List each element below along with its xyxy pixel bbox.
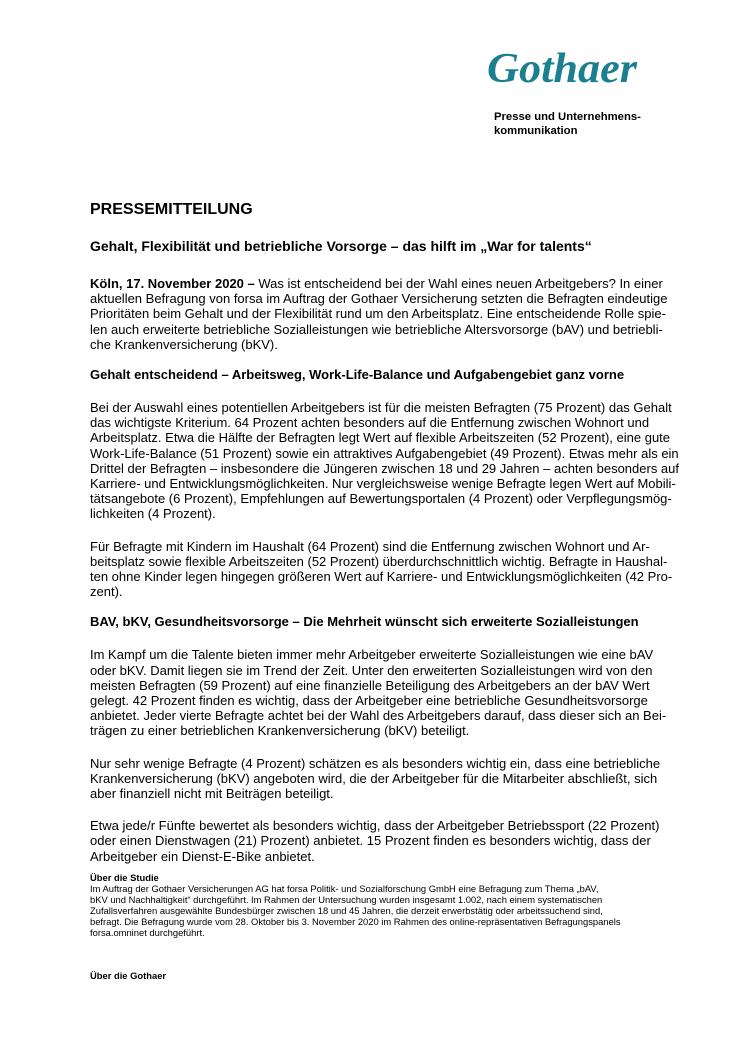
text-line: zent). — [90, 584, 123, 600]
text-line: ten ohne Kinder legen hingegen größeren Wert auf Karriere- und Entwicklungsmöglichkeiten (42 Pro- — [90, 569, 673, 585]
text-line: Arbeitgeber ein Dienst-E-Bike anbietet. — [90, 848, 315, 864]
text-line: Karriere- und Entwicklungsmöglichkeiten. Nur vergleichsweise wenige Befragte legen Wert auf Mobili- — [90, 476, 676, 492]
dept-line: kommunikation — [494, 125, 578, 137]
dept-line: Presse und Unternehmens- — [494, 111, 641, 123]
page-title: PRESSEMITTEILUNG — [90, 201, 253, 218]
text-line: aktuellen Befragung von forsa im Auftrag der Gothaer Versicherung setzten die Befragten eindeutige — [90, 291, 668, 307]
text-line: Im Kampf um die Talente bieten immer mehr Arbeitgeber erweiterte Sozialleistungen wie eine bAV — [90, 647, 654, 663]
text-line: beitsplatz sowie flexible Arbeitszeiten (52 Prozent) überdurchschnittlich wichtig. Befragte in Haushal- — [90, 553, 668, 569]
section2-paragraph-2 — [90, 755, 661, 802]
text-line: che Krankenversicherung (bKV). — [90, 336, 278, 352]
dateline: Köln, 17. November 2020 – — [90, 276, 255, 291]
text-line: Prioritäten beim Gehalt und der Flexibilität rund um den Arbeitsplatz. Eine entscheidende Rolle spie- — [90, 306, 666, 322]
text-line: oder einen Dienstwagen (21) Prozent) anbietet. 15 Prozent finden es besonders wichtig, dass der — [90, 833, 651, 849]
study-line: Zufallsverfahren ausgewählte Bundesbürger zwischen 18 und 45 Jahren, die derzeit erwerbstätig oder arbeitssuchend sind, — [90, 904, 603, 916]
text-line: Etwa jede/r Fünfte bewertet als besonders wichtig, dass der Arbeitgeber Betriebssport (22 Prozent) — [90, 818, 660, 834]
release-subtitle: Gehalt, Flexibilität und betriebliche Vorsorge – das hilft im „War for talents“ — [90, 238, 592, 254]
text-line: oder bKV. Damit liegen sie im Trend der Zeit. Unter den erweiterten Sozialleistungen wird von den — [90, 662, 653, 678]
text-line: anbietet. Jeder vierte Befragte achtet bei der Wahl des Arbeitgebers darauf, dass dieser sich an Bei- — [90, 708, 667, 724]
text-line: Arbeitsplatz. Etwa die Hälfte der Befragten legt Wert auf flexible Arbeitszeiten (52 Prozent), eine gute — [90, 430, 671, 446]
text-line: meisten Befragten (59 Prozent) auf eine finanzielle Beteiligung des Arbeitgebers an der bAV Wert — [90, 677, 650, 693]
gothaer-logo — [487, 42, 639, 94]
section-heading-1: Gehalt entscheidend – Arbeitsweg, Work-Life-Balance und Aufgabengebiet ganz vorne — [90, 367, 625, 383]
section1-paragraph-2 — [90, 538, 673, 600]
text-line: Krankenversicherung (bKV) angeboten wird, die der Arbeitgeber für die Mitarbeiter abschließt, sich — [90, 770, 658, 786]
text-line: len auch erweiterte betriebliche Sozialleistungen wie betriebliche Altersvorsorge (bAV) und betriebli- — [90, 321, 663, 337]
text-line: das wichtigste Kriterium. 64 Prozent achten besonders auf die Entfernung zwischen Wohnort und — [90, 415, 650, 431]
about-gothaer-title: Über die Gothaer — [90, 970, 167, 981]
intro-paragraph — [90, 276, 668, 352]
press-release-body — [90, 200, 679, 864]
text-line: gelegt. 42 Prozent finden es wichtig, dass der Arbeitgeber eine betriebliche Gesundheitsvorsorge — [90, 693, 648, 709]
text-line: Bei der Auswahl eines potentiellen Arbeitgebers ist für die meisten Befragten (75 Prozent) das Gehalt — [90, 400, 672, 416]
study-note — [90, 873, 655, 938]
text-line: trägen zu einer betrieblichen Krankenversicherung (bKV) beteiligt. — [90, 723, 470, 739]
study-line: bKV und Nachhaltigkeit“ durchgeführt. Im Rahmen der Untersuchung wurden insgesamt 1.002, nach einem systematischen — [90, 893, 603, 905]
study-line: Im Auftrag der Gothaer Versicherungen AG hat forsa Politik- und Sozialforschung GmbH eine Befragung zum Thema „bAV, — [90, 882, 599, 894]
text-line: Nur sehr wenige Befragte (4 Prozent) schätzen es als besonders wichtig ein, dass eine betriebliche — [90, 755, 661, 771]
logo-text: Gothaer — [487, 46, 638, 92]
text-line: Was ist entscheidend bei der Wahl eines neuen Arbeitgebers? In einer — [254, 276, 663, 291]
text-line: Für Befragte mit Kindern im Haushalt (64 Prozent) sind die Entfernung zwischen Wohnort und Ar- — [90, 538, 650, 554]
section1-paragraph-1 — [90, 400, 679, 522]
study-line: forsa.omninet durchgeführt. — [90, 926, 205, 938]
department-label — [494, 110, 641, 138]
study-title: Über die Studie — [90, 872, 159, 883]
section2-paragraph-1 — [90, 647, 667, 739]
text-line: Work-Life-Balance (51 Prozent) sowie ein attraktives Aufgabengebiet (49 Prozent). Etwas mehr als ein — [90, 445, 679, 461]
study-line: befragt. Die Befragung wurde vom 28. Oktober bis 3. November 2020 im Rahmen des online-repräsentativen Befragungspanels — [90, 915, 621, 927]
text-line: aber finanziell nicht mit Beiträgen beteiligt. — [90, 786, 334, 802]
section-heading-2: BAV, bKV, Gesundheitsvorsorge – Die Mehrheit wünscht sich erweiterte Sozialleistungen — [90, 614, 639, 630]
text-line: lichkeiten (4 Prozent). — [90, 506, 216, 522]
text-line: Drittel der Befragten – insbesondere die Jüngeren zwischen 18 und 29 Jahren – achten besonders auf — [90, 460, 679, 476]
section2-paragraph-3 — [90, 818, 660, 864]
text-line: tätsangebote (6 Prozent), Empfehlungen auf Bewertungsportalen (4 Prozent) oder Verpflegungsmög- — [90, 491, 672, 507]
